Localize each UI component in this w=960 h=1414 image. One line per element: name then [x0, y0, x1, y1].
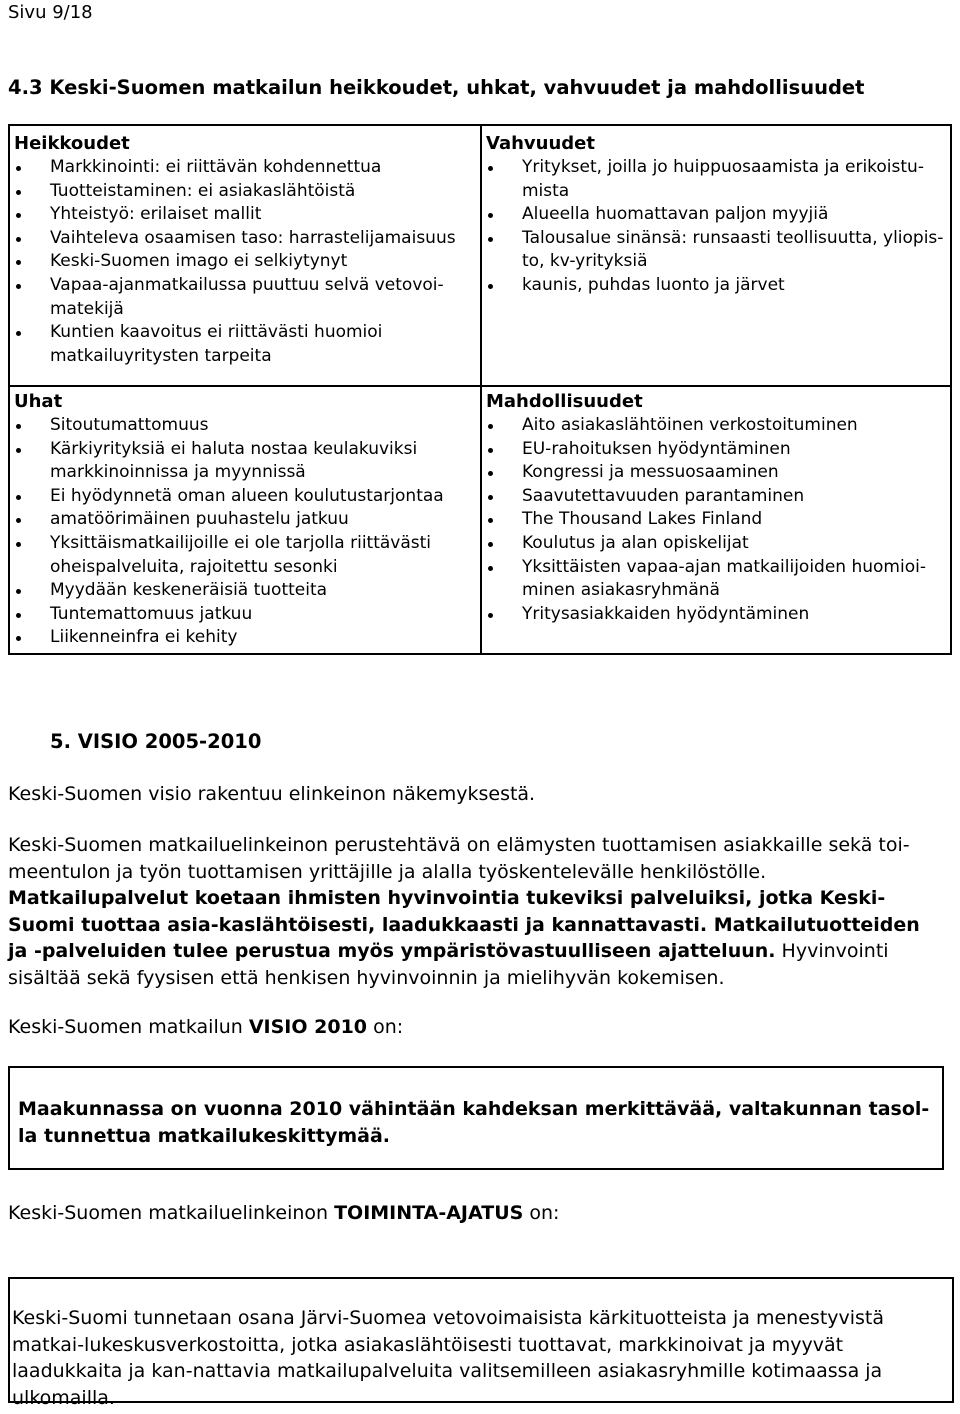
list-item-text: Kärkiyrityksiä ei haluta nostaa keulakuviksi markkinoinnissa ja myynnissä — [50, 438, 418, 483]
list-item — [14, 321, 474, 368]
list-item — [14, 626, 474, 650]
strengths-list — [486, 156, 948, 298]
list-item — [486, 274, 948, 298]
bullet-icon — [16, 636, 21, 641]
bullet-icon — [488, 166, 493, 171]
list-item-text: EU-rahoituksen hyödyntäminen — [522, 438, 791, 459]
bullet-icon — [16, 613, 21, 618]
list-item — [486, 485, 948, 509]
list-item-text: Yksittäismatkailijoille ei ole tarjolla riittävästi oheispalveluita, rajoitettu sesonki — [50, 532, 432, 577]
page-number: Sivu 9/18 — [8, 2, 93, 23]
bullet-icon — [16, 518, 21, 523]
bullet-icon — [16, 284, 21, 289]
bullet-icon — [488, 495, 493, 500]
list-item — [486, 508, 948, 532]
strengths-cell — [486, 132, 948, 298]
list-item — [14, 603, 474, 627]
threats-cell — [14, 390, 474, 650]
idea-label-bold: TOIMINTA-AJATUS — [334, 1202, 524, 1224]
vision-box-text: Maakunnassa on vuonna 2010 vähintään kahdeksan merkittävää, valtakunnan tasol-la tunnettua matkailukeskittymää. — [18, 1098, 930, 1147]
list-item-text: Saavutettavuuden parantaminen — [522, 485, 805, 506]
mission-paragraph — [8, 832, 938, 991]
bullet-icon — [16, 237, 21, 242]
list-item — [14, 438, 474, 485]
vision-label-suffix: on: — [367, 1016, 404, 1038]
bullet-icon — [488, 424, 493, 429]
bullet-icon — [488, 448, 493, 453]
list-item-text: Tuntemattomuus jatkuu — [50, 603, 253, 624]
list-item-text: Ei hyödynnetä oman alueen koulutustarjontaa — [50, 485, 444, 506]
bullet-icon — [488, 566, 493, 571]
weaknesses-title: Heikkoudet — [14, 133, 130, 154]
vision-box — [8, 1066, 944, 1170]
list-item — [14, 579, 474, 603]
list-item-text: Alueella huomattavan paljon myyjiä — [522, 204, 829, 225]
bullet-icon — [488, 471, 493, 476]
bullet-icon — [16, 424, 21, 429]
weaknesses-cell — [14, 132, 474, 368]
list-item — [486, 203, 948, 227]
list-item-text: Sitoutumattomuus — [50, 415, 209, 435]
vision-label — [8, 1014, 938, 1041]
list-item — [486, 461, 948, 485]
list-item-text: Yritykset, joilla jo huippuosaamista ja erikoistu-mista — [522, 157, 924, 201]
vision-label-bold: VISIO 2010 — [248, 1016, 368, 1038]
table-divider-horizontal — [10, 385, 950, 387]
list-item-text: Markkinointi: ei riittävän kohdennettua — [50, 157, 382, 177]
list-item — [14, 227, 474, 251]
list-item-text: Aito asiakaslähtöinen verkostoituminen — [522, 415, 858, 435]
bullet-icon — [16, 495, 21, 500]
list-item — [14, 156, 474, 180]
list-item — [486, 532, 948, 556]
vision-heading: 5. VISIO 2005-2010 — [50, 730, 262, 753]
idea-label-suffix: on: — [523, 1202, 560, 1224]
list-item — [14, 414, 474, 438]
mission-bold-text: Matkailupalvelut koetaan ihmisten hyvinvointia tukeviksi palveluiksi, jotka Keski-Suomi tuottaa asia-kaslähtöisesti, laadukkaasti ja kannattavasti. Matkailutuotteiden ja -palveluiden tulee perustua myös ympäristövastuulliseen ajatteluun. — [8, 887, 920, 962]
vision-label-prefix: Keski-Suomen matkailun — [8, 1016, 249, 1038]
strengths-title: Vahvuudet — [486, 133, 595, 154]
bullet-icon — [488, 213, 493, 218]
list-item — [14, 485, 474, 509]
list-item-text: amatöörimäinen puuhastelu jatkuu — [50, 509, 349, 530]
bullet-icon — [16, 542, 21, 547]
list-item-text: kaunis, puhdas luonto ja järvet — [522, 274, 785, 295]
list-item — [486, 414, 948, 438]
section-title: 4.3 Keski-Suomen matkailun heikkoudet, uhkat, vahvuudet ja mahdollisuudet — [8, 76, 865, 99]
vision-intro: Keski-Suomen visio rakentuu elinkeinon näkemyksestä. — [8, 783, 536, 805]
list-item-text: Keski-Suomen imago ei selkiytynyt — [50, 251, 348, 272]
bullet-icon — [16, 190, 21, 195]
list-item-text: Liikenneinfra ei kehity — [50, 627, 238, 648]
list-item-text: Kongressi ja messuosaaminen — [522, 462, 779, 483]
list-item-text: Vaihteleva osaamisen taso: harrastelijamaisuus — [50, 227, 456, 248]
bullet-icon — [16, 331, 21, 336]
idea-label — [8, 1200, 938, 1227]
list-item-text: Yksittäisten vapaa-ajan matkailijoiden huomioi-minen asiakasryhmänä — [522, 556, 926, 601]
bullet-icon — [488, 542, 493, 547]
list-item — [486, 227, 948, 274]
list-item-text: Vapaa-ajanmatkailussa puuttuu selvä vetovoi-matekijä — [50, 274, 444, 319]
bullet-icon — [488, 518, 493, 523]
bullet-icon — [16, 213, 21, 218]
list-item — [14, 532, 474, 579]
bullet-icon — [16, 166, 21, 171]
idea-box-text: Keski-Suomi tunnetaan osana Järvi-Suomea vetovoimaisista kärkituotteista ja menestyvistä matkai-lukeskusverkostoitta, jotka asiakaslähtöisesti tuottavat, markkinoivat ja myyvät laadukkaita ja kan-nattavia matkailupalveluita valitsemilleen asiakasryhmille kotimaassa ja ulkomailla. — [12, 1307, 885, 1409]
list-item-text: The Thousand Lakes Finland — [522, 509, 763, 530]
list-item-text: Kuntien kaavoitus ei riittävästi huomioi matkailuyritysten tarpeita — [50, 322, 383, 366]
list-item — [486, 603, 948, 627]
list-item-text: Yhteistyö: erilaiset mallit — [50, 204, 262, 225]
threats-list — [14, 414, 474, 650]
opportunities-title: Mahdollisuudet — [486, 391, 643, 412]
bullet-icon — [488, 284, 493, 289]
bullet-icon — [488, 237, 493, 242]
list-item — [14, 180, 474, 204]
list-item-text: Talousalue sinänsä: runsaasti teollisuutta, yliopis-to, kv-yrityksiä — [522, 227, 944, 272]
list-item — [14, 203, 474, 227]
list-item — [486, 438, 948, 462]
threats-title: Uhat — [14, 391, 63, 412]
bullet-icon — [16, 260, 21, 265]
list-item — [14, 274, 474, 321]
weaknesses-list — [14, 156, 474, 368]
opportunities-list — [486, 414, 948, 626]
table-divider-vertical — [480, 126, 482, 653]
bullet-icon — [16, 448, 21, 453]
idea-box — [8, 1277, 954, 1409]
bullet-icon — [488, 613, 493, 618]
list-item-text: Myydään keskeneräisiä tuotteita — [50, 580, 328, 601]
list-item — [14, 508, 474, 532]
list-item-text: Yritysasiakkaiden hyödyntäminen — [522, 603, 810, 624]
list-item-text: Koulutus ja alan opiskelijat — [522, 532, 749, 553]
list-item — [486, 156, 948, 203]
swot-table — [8, 124, 952, 655]
opportunities-cell — [486, 390, 948, 626]
list-item — [486, 556, 948, 603]
list-item-text: Tuotteistaminen: ei asiakaslähtöistä — [50, 180, 356, 201]
idea-label-prefix: Keski-Suomen matkailuelinkeinon — [8, 1202, 335, 1224]
mission-text: Keski-Suomen matkailuelinkeinon perustehtävä on elämysten tuottamisen asiakkaille sekä toi-meentulon ja työn tuottamisen yrittäjille ja alalla työskentelevälle henkilöstölle. — [8, 834, 910, 883]
list-item — [14, 250, 474, 274]
bullet-icon — [16, 589, 21, 594]
mission-text-end: Hyvinvointi sisältää sekä fyysisen että henkisen hyvinvoinnin ja mielihyvän kokemisen. — [8, 940, 889, 989]
